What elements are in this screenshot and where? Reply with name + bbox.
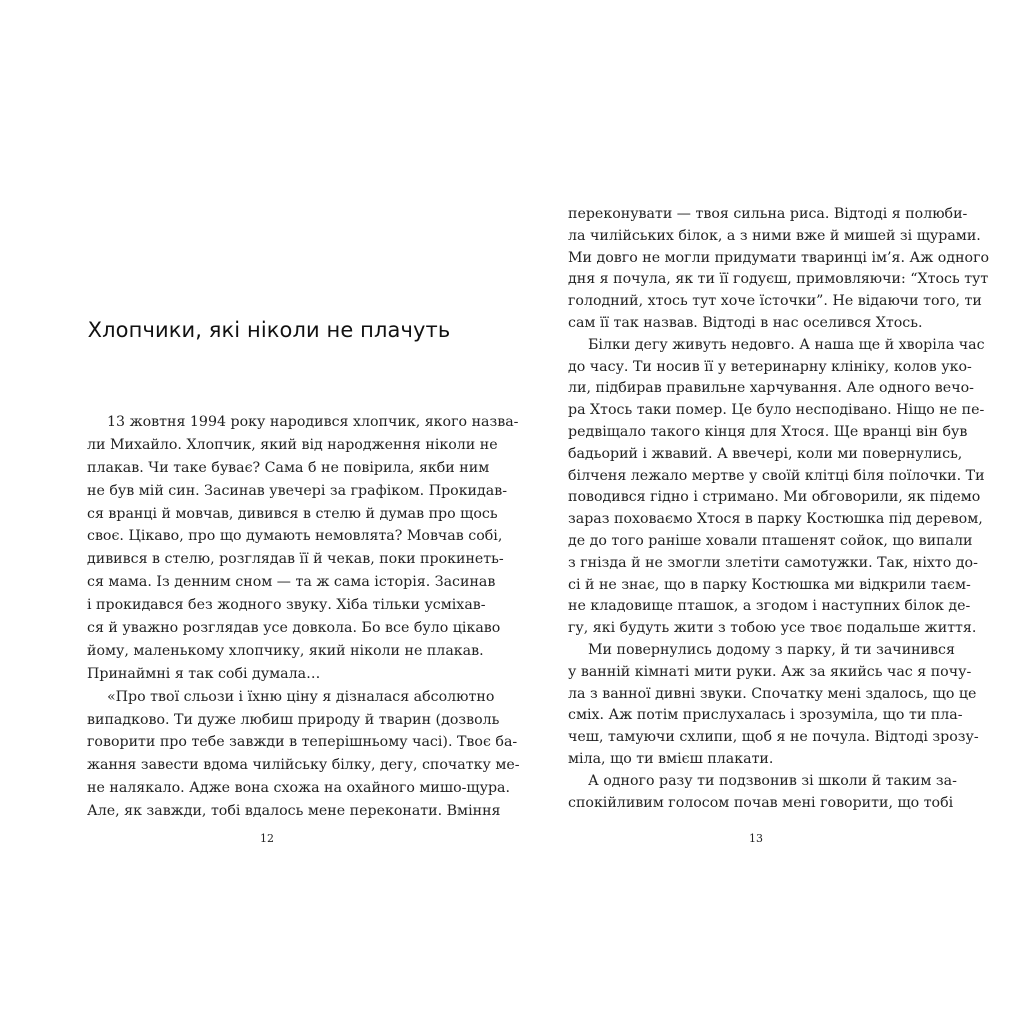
text-line: спокійливим голосом почав мені говорити, що тобі	[568, 794, 954, 811]
text-line: ся вранці й мовчав, дивився в стелю й думав про щось	[87, 505, 498, 522]
text-line: йому, маленькому хлопчику, який ніколи не плакав.	[87, 642, 484, 659]
text-line: Білки дегу живуть недовго. А наша ще й хворіла час	[588, 336, 985, 353]
text-line: де до того раніше ховали пташенят сойок, що випали	[568, 532, 973, 549]
text-line: говорити про тебе завжди в теперішньому часі). Твоє ба-	[87, 734, 518, 751]
text-line: зараз поховаємо Хтося в парку Костюшка під деревом,	[568, 511, 983, 528]
text-line: не кладовище пташок, а згодом і наступних білок де-	[568, 598, 971, 615]
text-line: ся й уважно розглядав усе довкола. Бо все було цікаво	[87, 620, 501, 637]
text-line: ла з ванної дивні звуки. Спочатку мені здалось, що це	[568, 685, 977, 702]
text-line: міла, що ти вмієш плакати.	[568, 750, 774, 767]
text-line: сміх. Аж потім прислухалась і зрозуміла, що ти пла-	[568, 707, 963, 724]
text-line: поводився гідно і стримано. Ми обговорили, як підемо	[568, 489, 981, 506]
page-number: 12	[260, 832, 274, 845]
text-line: плакав. Чи таке буває? Сама б не повірила, якби ним	[87, 459, 490, 476]
text-line: редвіщало такого кінця для Хтося. Ще вранці він був	[568, 423, 968, 440]
text-line: дивився в стелю, розглядав її й чекав, поки прокинеть-	[87, 551, 504, 568]
page-number: 13	[749, 832, 763, 845]
page-body	[87, 411, 520, 823]
text-line: Ми довго не могли придумати тваринці ім’я. Аж одного	[568, 249, 990, 266]
text-line: голодний, хтось тут хоче їсточки”. Не відаючи того, ти	[568, 293, 982, 310]
text-line: бадьорий і жвавий. А ввечері, коли ми повернулись,	[568, 445, 963, 462]
text-line: ли Михайло. Хлопчик, який від народження ніколи не	[87, 436, 498, 453]
text-line: випадково. Ти дуже любиш природу й тварин (дозволь	[87, 711, 500, 728]
paragraph	[87, 411, 519, 686]
text-line: Принаймні я так собі думала…	[87, 665, 321, 682]
text-line: 13 жовтня 1994 року народився хлопчик, якого назва-	[107, 414, 519, 430]
paragraph	[568, 771, 957, 815]
text-line: Ми повернулись додому з парку, й ти зачинився	[588, 641, 955, 658]
chapter-title: Хлопчики, які ніколи не плачуть	[87, 318, 451, 342]
text-line: сі й не знає, що в парку Костюшка ми відкрили таєм-	[568, 576, 971, 593]
text-line: до часу. Ти носив її у ветеринарну клініку, колов уко-	[568, 358, 972, 375]
text-line: гу, які будуть жити з тобою усе твоє подальше життя.	[568, 620, 977, 637]
text-line: ли, підбирав правильне харчування. Але одного вечо-	[568, 380, 974, 397]
text-line: і прокидався без жодного звуку. Хіба тільки усміхав-	[87, 597, 486, 614]
text-line: білченя лежало мертве у своїй клітці біля поїлочки. Ти	[568, 467, 985, 484]
paragraph	[568, 204, 990, 335]
paragraph	[568, 640, 979, 771]
text-line: з гнізда й не змогли злетіти самотужки. Так, ніхто до-	[568, 554, 978, 571]
text-line: ла чилійських білок, а з ними вже й мишей зі щурами.	[568, 227, 981, 244]
text-line: не був мій син. Засинав увечері за графіком. Прокидав-	[87, 482, 507, 499]
left-page	[87, 0, 520, 1024]
text-line: ра Хтось таки помер. Це було несподівано. Ніщо не пе-	[568, 402, 985, 419]
text-line: Але, як завжди, тобі вдалось мене переконати. Вміння	[87, 803, 501, 820]
text-line: А одного разу ти подзвонив зі школи й таким за-	[588, 772, 957, 789]
text-line: жання завести вдома чилійську білку, дегу, спочатку ме-	[87, 757, 520, 774]
paragraph	[568, 335, 985, 640]
text-line: дня я почула, як ти її годуєш, примовляючи: “Хтось тут	[568, 271, 989, 288]
text-line: сам її так назвав. Відтоді в нас оселився Хтось.	[568, 314, 923, 331]
text-line: не налякало. Адже вона схожа на охайного мишо-щура.	[87, 780, 511, 797]
right-page	[568, 0, 990, 1024]
text-line: «Про твої сльози і їхню ціну я дізналася абсолютно	[107, 688, 495, 705]
paragraph	[87, 686, 520, 823]
text-line: у ванній кімнаті мити руки. Аж за якийсь час я почу-	[568, 663, 972, 680]
page-body	[568, 204, 990, 814]
text-line: своє. Цікаво, про що думають немовлята? Мовчав собі,	[87, 528, 503, 545]
text-line: ся мама. Із денним сном — та ж сама історія. Засинав	[87, 574, 496, 591]
text-line: переконувати — твоя сильна риса. Відтоді я полюби-	[568, 206, 968, 222]
text-line: чеш, тамуючи схлипи, щоб я не почула. Відтоді зрозу-	[568, 729, 979, 746]
